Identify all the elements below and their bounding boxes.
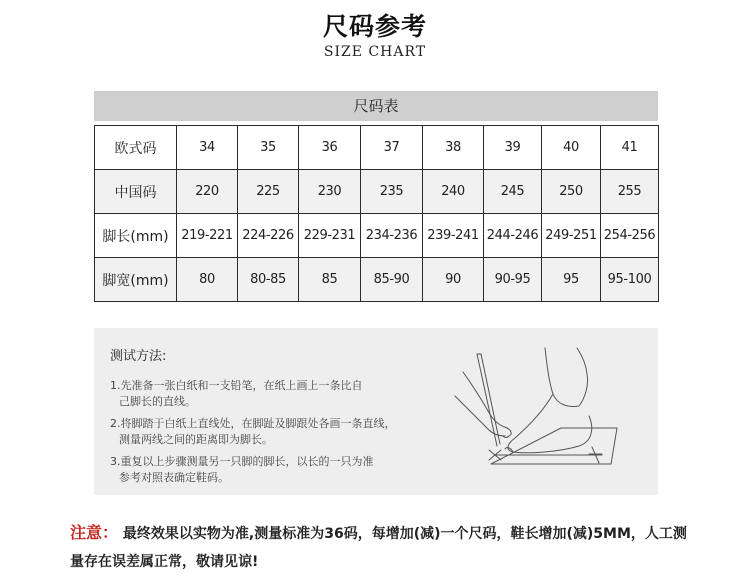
table-cell: 80 — [177, 258, 238, 302]
notice-label: 注意： — [70, 523, 119, 542]
table-cell: 36 — [299, 126, 361, 170]
table-cell: 35 — [238, 126, 299, 170]
table-row — [95, 126, 659, 170]
notice-text: 最终效果以实物为准,测量标准为36码，每增加(减)一个尺码，鞋长增加(减)5MM，人工测量存在误差属正常，敬请见谅! — [70, 526, 687, 570]
table-cell: 38 — [423, 126, 484, 170]
notice — [70, 519, 690, 576]
table-cell: 41 — [601, 126, 659, 170]
step-text: 3.重复以上步骤测量另一只脚的脚长，以长的一只为准 — [110, 455, 374, 468]
table-cell: 225 — [238, 170, 299, 214]
table-cell: 255 — [601, 170, 659, 214]
table-cell: 90 — [423, 258, 484, 302]
table-cell: 219-221 — [177, 214, 238, 258]
step-text: 2.将脚踏于白纸上直线处，在脚趾及脚跟处各画一条直线， — [110, 417, 396, 430]
size-chart — [94, 91, 658, 302]
method-step-1 — [110, 378, 430, 410]
method-step-2 — [110, 416, 430, 448]
table-cell: 244-246 — [484, 214, 542, 258]
table-cell: 234-236 — [361, 214, 423, 258]
table-row — [95, 258, 659, 302]
row-label: 欧式码 — [95, 126, 177, 170]
table-cell: 224-226 — [238, 214, 299, 258]
table-cell: 229-231 — [299, 214, 361, 258]
step-text: 己脚长的直线。 — [119, 395, 196, 408]
table-cell: 39 — [484, 126, 542, 170]
table-cell: 240 — [423, 170, 484, 214]
method-step-3 — [110, 454, 430, 486]
table-cell: 34 — [177, 126, 238, 170]
foot-measuring-illustration — [449, 346, 649, 476]
table-cell: 239-241 — [423, 214, 484, 258]
table-cell: 245 — [484, 170, 542, 214]
table-cell: 220 — [177, 170, 238, 214]
table-cell: 90-95 — [484, 258, 542, 302]
table-cell: 85-90 — [361, 258, 423, 302]
table-cell: 95-100 — [601, 258, 659, 302]
step-text: 参考对照表确定鞋码。 — [119, 471, 229, 484]
method-title: 测试方法: — [110, 349, 167, 364]
page-subtitle: SIZE CHART — [323, 44, 427, 60]
table-cell: 235 — [361, 170, 423, 214]
page-title: 尺码参考 — [322, 12, 427, 41]
row-label: 脚长(mm) — [95, 214, 177, 258]
table-cell: 37 — [361, 126, 423, 170]
step-text: 测量两线之间的距离即为脚长。 — [119, 433, 273, 446]
table-cell: 40 — [542, 126, 601, 170]
table-cell: 250 — [542, 170, 601, 214]
row-label: 脚宽(mm) — [95, 258, 177, 302]
table-cell: 95 — [542, 258, 601, 302]
table-cell: 80-85 — [238, 258, 299, 302]
table-cell: 249-251 — [542, 214, 601, 258]
table-caption: 尺码表 — [94, 91, 658, 121]
row-label: 中国码 — [95, 170, 177, 214]
table-cell: 230 — [299, 170, 361, 214]
table-row — [95, 214, 659, 258]
step-text: 1.先准备一张白纸和一支铅笔，在纸上画上一条比自 — [110, 379, 363, 392]
size-table — [94, 125, 659, 302]
table-cell: 85 — [299, 258, 361, 302]
measuring-method-panel — [94, 328, 658, 495]
table-row — [95, 170, 659, 214]
table-cell: 254-256 — [601, 214, 659, 258]
